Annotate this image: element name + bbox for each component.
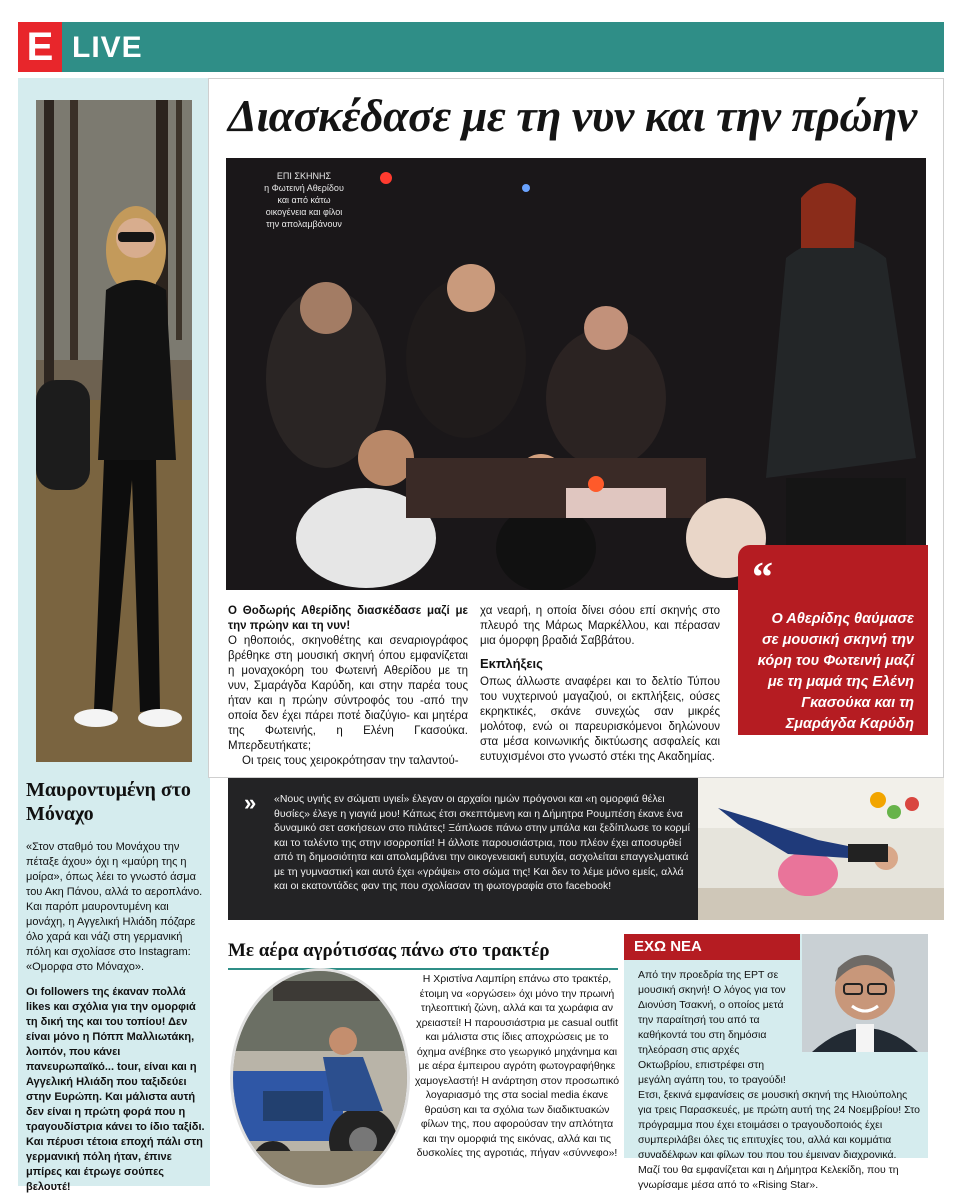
- article-subheading: Εκπλήξεις: [480, 656, 543, 671]
- sidebar-title: Μαυροντυμένη στο Μόναχο: [26, 779, 191, 825]
- sidebar-photo: [36, 100, 192, 762]
- article-paragraph: Οπως άλλωστε αναφέρει και το δελτίο Τύπου του νυχτερινού μαγαζιού, οι εκπλήξεις, ούσες εκρηκτικές, σκάνε συνεχώς σαν μικρές μολότοφ, ενώ οι παρευρισκόμενοι δηλώνουν στα μέσα κοινωνικής δικτύωσης ασφαλείς και ευτυχισμένοι στο γνωστό στέκι της Ακαδημίας.: [480, 676, 720, 763]
- quote-icon: “: [752, 555, 773, 601]
- pilates-text: «Νους υγιής εν σώματι υγιεί» έλεγαν οι αρχαίοι ημών πρόγονοι και «η ομορφιά θέλει θυσίες» έλεγε η γιαγιά μου! Κάπως έτσι σκεπτόμενη και η Δήμητρα Ρουμπέση έκανε ένα δυναμικό σετ ασκήσεων στο πιλάτες! Ξάπλωσε πάνω στην μπάλα και ξεδίπλωσε το κορμί και το ταλέντο της στην ισορροπία! Η άλλοτε παρουσιάστρια, που πλέον έχει αποσυρθεί από τη δημοσιότητα και απολαμβάνει την οικογενειακή ευτυχία, ασχολείται επαγγελματικά με τη γυμναστική και αυτό έχει «γράψει» στο σώμα της! Και δεν το λέμε μόνο εμείς, αλλά και οι εκατοντάδες φαν της που σχολίασαν τη φωτογραφία στο facebook!: [274, 793, 690, 892]
- caption-line: ΕΠΙ ΣΚΗΝΗΣ: [276, 171, 332, 181]
- caption-line: οικογένεια και φίλοι: [265, 207, 343, 217]
- magazine-logo: E: [18, 22, 62, 72]
- section-label: LIVE: [72, 31, 143, 64]
- article-paragraph: χα νεαρή, η οποία δίνει σόου επί σκηνής στο πλευρό της Μάρως Μαρκέλλου, και πέρασαν μια όμορφη βραδιά Σαββάτου.: [480, 605, 720, 647]
- caption-line: η Φωτεινή Αθερίδου: [264, 183, 344, 193]
- sidebar-paragraph: «Στον σταθμό του Μονάχου την πέταξε άχου» όχι η «μαύρη της η μοίρα», όπως λέει το γνωστό άσμα του Ακη Πάνου, αλλά το αεροπλάνο. Και παρόπ μαυροντυμένη και μονάχη, η Αγγελική Ηλιάδη πόζαρε όλο χαρά και νάζι στη γερμανική πόλη και σχολίασε στο Instagram: «Ομορφα στο Μόναχο».: [26, 841, 203, 973]
- tractor-text: Η Χριστίνα Λαμπίρη επάνω στο τρακτέρ, έτοιμη να «οργώσει» όχι μόνο την πρωινή τηλεοπτική ζώνη, αλλά και τα χωράφια αν χρειαστεί! Η παρουσιάστρια με casual outfit και μάλιστα στις ίδιες αποχρώσεις με το όχημα ανέβηκε στο γεωργικό μηχάνημα και με αέρα έμπειρου αγρότη φωτογραφήθηκε χαμογελαστή! Η ανάρτηση στον προσωπικό λογαριασμό της στα social media έκανε θραύση και τα σχόλια των διαδικτυακών φίλων της, που αφορούσαν την απλότητα και την ομορφιά της εικόνας, αλλά και τις δυσκολίες της αγροτιάς, πήγαν «σύννεφο»!: [414, 973, 620, 1159]
- news-paragraph: Ετσι, ξεκινά εμφανίσεις σε μουσική σκηνή της Ηλιούπολης για τρεις Παρασκευές, με πρώτη αυτή της 24 Νοεμβρίου! Στο πρόγραμμα που έχει ετοιμάσει ο τραγουδοποιός έχει συμπεριλάβει όλες τις επιτυχίες του, αλλά και κομμάτια συναδέλφων και φίλων του που του έμειναν διαχρονικά. Μαζί του θα εμφανίζεται και η Δήμητρα Κελεκίδη, που τη γνωρίσαμε μέσα από το «Rising Star».: [638, 1089, 920, 1191]
- pilates-story: [228, 778, 944, 920]
- article-photo: [226, 158, 926, 590]
- article-column-2: [480, 604, 720, 765]
- sidebar-paragraph: Οι followers της έκαναν πολλά likes και σχόλια για την ομορφιά τη δική της και του τοπίου! Δεν είναι μόνο η Πόππ Μαλλιωτάκη, λοιπόν, που κάνει πανευρωπαϊκό... tour, είναι και η Αγγελική Ηλιάδη που ταξιδεύει στην Ευρώπη. Και μάλιστα αυτή δεν είναι η πρώτη φορά που η τραγουδίστρια κάνει το ίδιο ταξίδι. Και πέρυσι τέτοια εποχή πάλι στη γερμανική πόλη ήταν, έπινε μπίρες και έτρωγε σούπες βελουτέ!: [26, 986, 205, 1193]
- news-box: [624, 934, 928, 1191]
- pilates-photo: [698, 778, 944, 920]
- article-column-1: [228, 604, 468, 769]
- pull-quote: [738, 545, 928, 735]
- photo-caption: [234, 170, 374, 230]
- article-paragraph: Οι τρεις τους χειροκρότησαν την ταλαντού-: [242, 755, 459, 767]
- article-headline: Διασκέδασε με τη νυν και την πρώην: [228, 90, 917, 141]
- sidebar-story: [18, 78, 210, 1193]
- news-paragraph: Από την προεδρία της ΕΡΤ σε μουσική σκηνή! Ο λόγος για τον Διονύση Τσακνή, ο οποίος μετά την παραίτησή του από τα καθήκοντά του στη δημόσια τηλεόραση στις αρχές Οκτωβρίου, επιστρέφει στη μεγάλη αγάπη του, το τραγούδι!: [638, 969, 786, 1086]
- tractor-title: Με αέρα αγρότισσας πάνω στο τρακτέρ: [228, 938, 618, 970]
- tractor-photo: [230, 968, 410, 1188]
- article-lead: Ο Θοδωρής Αθερίδης διασκέδασε μαζί με την πρώην και τη νυν!: [228, 605, 468, 632]
- quote-text: Ο Αθερίδης θαύμασε σε μουσική σκηνή την κόρη του Φωτεινή μαζί με τη μαμά της Ελένη Γκασούκα και τη Σμαράγδα Καρύδη: [757, 611, 914, 732]
- caption-line: την απολαμβάνουν: [266, 219, 342, 229]
- news-body: [638, 968, 920, 1193]
- news-heading: ΕΧΩ ΝΕΑ: [624, 934, 800, 960]
- article-paragraph: Ο ηθοποιός, σκηνοθέτης και σεναριογράφος βρέθηκε στη μουσική σκηνή όπου εμφανίζεται η μοναχοκόρη του Φωτεινή Αθερίδου με τη νυν, Σμαράγδα Καρύδη, και στην παρέα τους ήταν και η πρώην σύντροφός του -από την οποία δεν έχει πάρει ποτέ διαζύγιο- και μητέρα της Φωτεινής, η Ελένη Γκασούκα. Μπερδευτήκατε;: [228, 635, 468, 752]
- caption-line: και από κάτω: [277, 195, 331, 205]
- sidebar-body: [26, 840, 206, 1203]
- section-header: [18, 22, 944, 72]
- quote-arrow-icon: »: [244, 790, 257, 815]
